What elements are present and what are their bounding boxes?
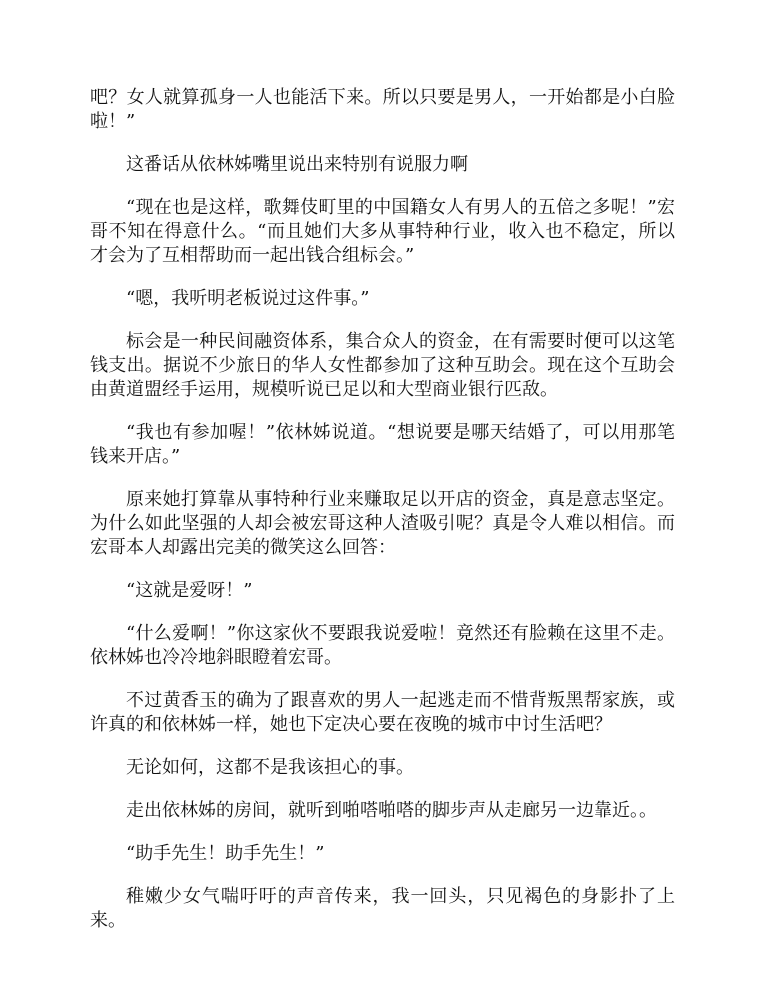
paragraph-14: 稚嫩少女气喘吁吁的声音传来，我一回头，只见褐色的身影扑了上来。: [90, 886, 675, 931]
paragraph-5: 标会是一种民间融资体系，集合众人的资金，在有需要时便可以这笔钱支出。据说不少旅日的华人女性都参加了这种互助会。现在这个互助会由黄道盟经手运用，规模听说已足以和大型商业银行匹敌。: [90, 331, 675, 400]
paragraph-11: 无论如何，这都不是我该担心的事。: [126, 757, 414, 778]
paragraph-3: “现在也是这样，歌舞伎町里的中国籍女人有男人的五倍之多呢！”宏哥不知在得意什么。“而且她们大多从事特种行业，收入也不稳定，所以才会为了互相帮助而一起出钱合组标会。”: [90, 197, 675, 266]
paragraph-9: “什么爱啊！”你这家伙不要跟我说爱啦！竟然还有脸赖在这里不走。依林姊也冷冷地斜眼瞪着宏哥。: [90, 623, 675, 668]
paragraph-12: 走出依林姊的房间，就听到啪嗒啪嗒的脚步声从走廊另一边靠近。。: [126, 800, 657, 821]
paragraph-8: “这就是爱呀！”: [126, 580, 253, 601]
paragraph-2: 这番话从依林姊嘴里说出来特别有说服力啊: [126, 154, 468, 175]
paragraph-13: “助手先生！助手先生！”: [126, 843, 325, 864]
paragraph-4: “嗯，我听明老板说过这件事。”: [126, 288, 370, 309]
document-body: [90, 86, 675, 952]
paragraph-6: “我也有参加喔！”依林姊说道。“想说要是哪天结婚了，可以用那笔钱来开店。”: [90, 422, 675, 467]
paragraph-10: 不过黄香玉的确为了跟喜欢的男人一起逃走而不惜背叛黑帮家族，或许真的和依林姊一样，她也下定决心要在夜晚的城市中讨生活吧？: [90, 690, 675, 735]
paragraph-7: 原来她打算靠从事特种行业来赚取足以开店的资金，真是意志坚定。为什么如此坚强的人却会被宏哥这种人渣吸引呢？真是令人难以相信。而宏哥本人却露出完美的微笑这么回答：: [90, 489, 675, 558]
paragraph-1: 吧？女人就算孤身一人也能活下来。所以只要是男人，一开始都是小白脸啦！”: [90, 87, 675, 132]
